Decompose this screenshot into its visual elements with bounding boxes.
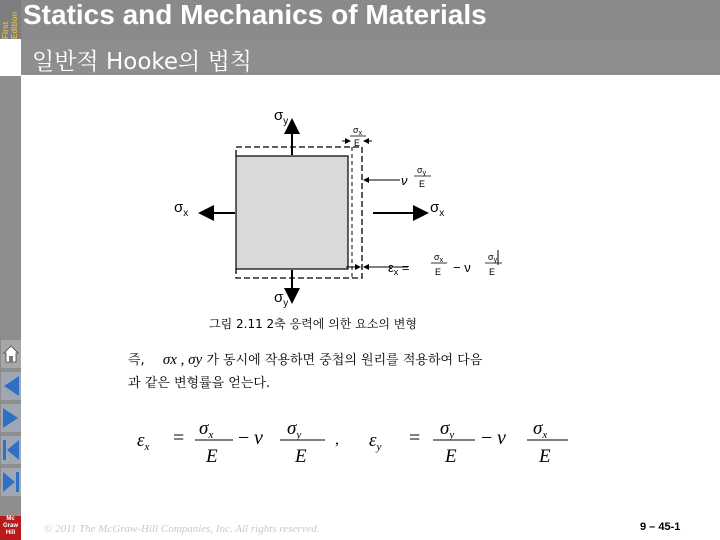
svg-text:εx: $\varepsilon_x$ [137, 430, 150, 453]
svg-text:σy: $\sigma_y$ [488, 252, 498, 264]
strain-x-top-label [350, 125, 366, 148]
svg-text:E: E [419, 179, 426, 189]
body-line-1 [128, 349, 482, 369]
svg-text:σx: $\sigma_x$ [199, 418, 214, 441]
home-icon [1, 340, 21, 368]
svg-text:E: E [489, 267, 496, 277]
strain-nu-label [401, 165, 431, 189]
svg-text:σy: $\sigma_y$ [440, 418, 455, 441]
stress-variables: σx , σy [162, 352, 203, 368]
edition-label: First Edition [1, 11, 19, 39]
svg-text:=: = [409, 427, 421, 449]
svg-text:σy: $\sigma_y$ [287, 418, 302, 441]
svg-text:E: E [206, 446, 218, 467]
svg-text:ν: ν [401, 173, 408, 188]
svg-text:εy: $\varepsilon_y$ [369, 430, 382, 453]
svg-text:σx: $\sigma_x$ [353, 125, 363, 137]
first-icon [1, 436, 21, 464]
svg-text:ν: ν [497, 427, 506, 449]
svg-text:E: E [539, 446, 551, 467]
svg-text:E: E [435, 267, 442, 277]
svg-text:E: E [295, 446, 307, 467]
strain-equations [135, 410, 575, 470]
sigma-y-top-label: $\sigma_y$ [274, 107, 289, 127]
last-button[interactable] [1, 468, 21, 498]
equation-epsilon-x [137, 418, 339, 467]
svg-text:σx: $\sigma_x$ [434, 252, 444, 264]
svg-text:− ν: − ν [453, 260, 471, 275]
sigma-x-left-label: $\sigma_x$ [174, 199, 189, 219]
equation-epsilon-y [369, 418, 568, 467]
sigma-y-bottom-label: $\sigma_y$ [274, 289, 289, 309]
next-button[interactable] [1, 404, 21, 434]
strain-total-label [388, 252, 502, 277]
svg-text:ν: ν [254, 427, 263, 449]
element-square [236, 156, 348, 269]
body-line-1-prefix: 즉, [128, 353, 145, 368]
publisher-logo: Mc Graw Hill [0, 516, 21, 540]
first-button[interactable] [1, 436, 21, 466]
svg-text:σy: $\sigma_y$ [417, 165, 427, 177]
copyright-footer: © 2011 The McGraw-Hill Companies, Inc. All rights reserved. [44, 523, 320, 535]
svg-text:σx: $\sigma_x$ [533, 418, 548, 441]
previous-button[interactable] [1, 372, 21, 402]
next-icon [1, 404, 21, 432]
slide-subtitle: 일반적 Hooke의 법칙 [32, 49, 253, 75]
page-number: 9 – 45-1 [640, 521, 681, 533]
sigma-x-right-label: $\sigma_x$ [430, 199, 445, 219]
stress-element-figure [170, 100, 530, 312]
body-line-2: 과 같은 변형률을 얻는다. [128, 376, 271, 391]
home-button[interactable] [1, 340, 21, 370]
svg-text:−: − [481, 427, 493, 449]
svg-text:−: − [238, 427, 250, 449]
svg-text:E: E [354, 138, 361, 148]
svg-text:=: = [173, 427, 185, 449]
last-icon [1, 468, 21, 496]
figure-caption: 그림 2.11 2축 응력에 의한 요소의 변형 [209, 317, 417, 331]
body-line-1-suffix: 가 동시에 작용하면 중첩의 원리를 적용하여 다음 [206, 353, 483, 368]
svg-text:E: E [445, 446, 457, 467]
edition-strip [0, 0, 21, 39]
svg-text:,: , [335, 431, 339, 448]
svg-text:εx =: $\varepsilon_x$ = [388, 260, 410, 277]
previous-icon [1, 372, 21, 400]
course-title: Statics and Mechanics of Materials [23, 0, 487, 30]
